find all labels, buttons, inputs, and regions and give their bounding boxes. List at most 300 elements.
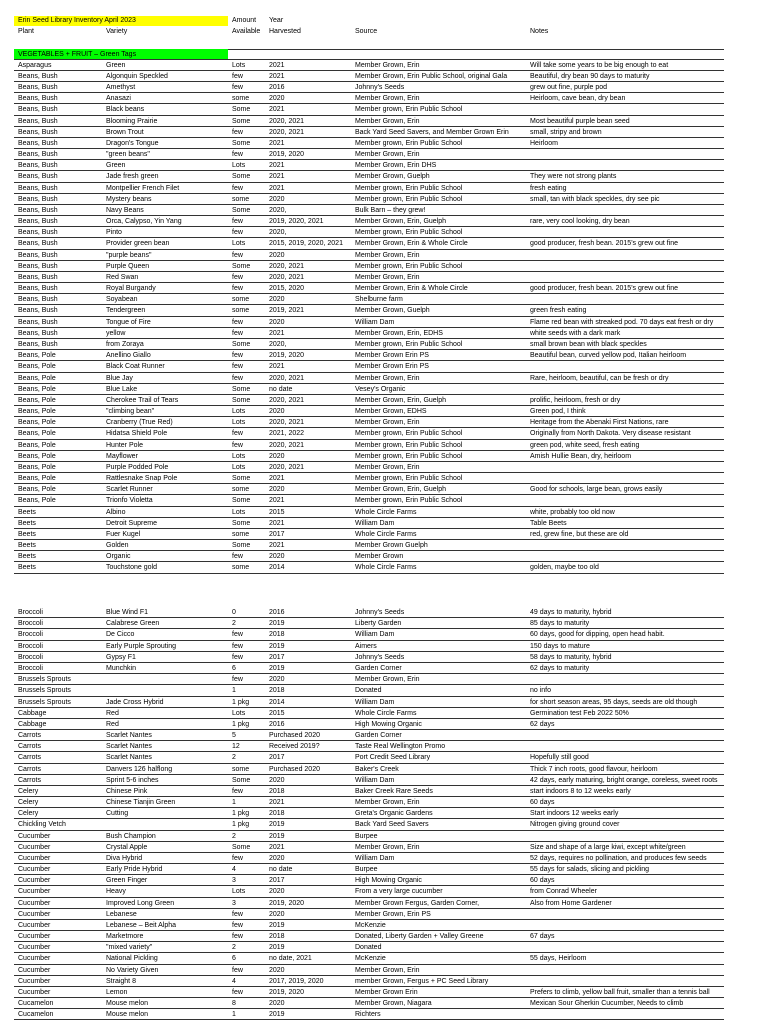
cell-harvested: 2020, 2021 bbox=[269, 262, 305, 270]
cell-plant: Cucumber bbox=[18, 955, 51, 963]
cell-notes: no info bbox=[530, 687, 552, 695]
cell-variety: Scarlet Nantes bbox=[106, 743, 152, 751]
cell-variety: from Zoraya bbox=[106, 340, 144, 348]
cell-source: Member Grown Fergus, Garden Corner, bbox=[355, 899, 480, 907]
cell-source: Vesey's Organic bbox=[355, 385, 406, 393]
cell-plant: Cucumber bbox=[18, 888, 51, 896]
cell-plant: Beets bbox=[18, 553, 36, 561]
cell-notes: Green pod, I think bbox=[530, 408, 586, 416]
cell-variety: "climbing bean" bbox=[106, 408, 155, 416]
cell-source: Member Grown, Erin bbox=[355, 419, 420, 427]
cell-plant: Beans, Bush bbox=[18, 229, 58, 237]
table-row bbox=[0, 719, 768, 730]
cell-available: Some bbox=[232, 340, 251, 348]
cell-source: Member Grown, Erin bbox=[355, 799, 420, 807]
cell-variety: Blooming Prairie bbox=[106, 117, 158, 125]
inventory-sheet bbox=[0, 15, 768, 1020]
cell-available: 2 bbox=[232, 754, 236, 762]
cell-plant: Beans, Bush bbox=[18, 184, 58, 192]
cell-variety: Lebanese – Beit Alpha bbox=[106, 921, 177, 929]
table-row bbox=[0, 373, 768, 384]
table-row bbox=[0, 886, 768, 897]
cell-plant: Broccoli bbox=[18, 642, 43, 650]
cell-source: Member Grown, Erin bbox=[355, 251, 420, 259]
cell-harvested: 2020 bbox=[269, 408, 285, 416]
cell-variety: Mouse melon bbox=[106, 1000, 149, 1008]
cell-notes: good producer, fresh bean. 2015's grew out fine bbox=[530, 240, 679, 248]
cell-plant: Brussels Sprouts bbox=[18, 698, 71, 706]
table-row bbox=[0, 395, 768, 406]
cell-notes: fresh eating bbox=[530, 184, 567, 192]
cell-harvested: 2021 bbox=[269, 329, 285, 337]
cell-plant: Cucumber bbox=[18, 977, 51, 985]
cell-available: Lots bbox=[232, 419, 246, 427]
cell-harvested: 2021 bbox=[269, 799, 285, 807]
table-row bbox=[0, 406, 768, 417]
cell-variety: Red Swan bbox=[106, 273, 139, 281]
cell-plant: Cabbage bbox=[18, 709, 47, 717]
cell-harvested: 2015 bbox=[269, 709, 285, 717]
cell-variety: Chinese Pink bbox=[106, 787, 148, 795]
table-row bbox=[0, 138, 768, 149]
cell-source: Member grown, Erin Public School bbox=[355, 229, 463, 237]
cell-harvested: 2021 bbox=[269, 106, 285, 114]
cell-available: 3 bbox=[232, 899, 236, 907]
cell-notes: Beautiful, dry bean 90 days to maturity bbox=[530, 72, 650, 80]
cell-plant: Beans, Bush bbox=[18, 95, 58, 103]
cell-plant: Beans, Bush bbox=[18, 84, 58, 92]
cell-variety: Mystery beans bbox=[106, 195, 152, 203]
cell-harvested: 2020, 2021 bbox=[269, 419, 305, 427]
cell-plant: Beets bbox=[18, 542, 36, 550]
cell-plant: Beans, Pole bbox=[18, 475, 56, 483]
cell-source: Baker Creek Rare Seeds bbox=[355, 787, 433, 795]
cell-variety: Detroit Supreme bbox=[106, 519, 157, 527]
table-row bbox=[0, 328, 768, 339]
table-row bbox=[0, 205, 768, 216]
cell-available: 1 bbox=[232, 799, 236, 807]
cell-plant: Carrots bbox=[18, 754, 41, 762]
cell-available: Lots bbox=[232, 408, 246, 416]
cell-variety: Lemon bbox=[106, 988, 128, 996]
cell-available: 1 pkg bbox=[232, 698, 250, 706]
cell-source: Garden Corner bbox=[355, 732, 402, 740]
table-row bbox=[0, 652, 768, 663]
cell-notes: 60 days bbox=[530, 877, 555, 885]
cell-source: Member Grown bbox=[355, 553, 404, 561]
cell-harvested: 2019, 2020, 2021 bbox=[269, 218, 324, 226]
cell-available: 4 bbox=[232, 977, 236, 985]
table-row bbox=[0, 305, 768, 316]
cell-variety: Green bbox=[106, 61, 126, 69]
cell-notes: Size and shape of a large kiwi, except white/green bbox=[530, 843, 686, 851]
cell-available: Some bbox=[232, 385, 251, 393]
cell-source: William Dam bbox=[355, 519, 395, 527]
cell-variety: Brown Trout bbox=[106, 128, 144, 136]
cell-harvested: 2021 bbox=[269, 843, 285, 851]
cell-harvested: 2020 bbox=[269, 854, 285, 862]
table-row bbox=[0, 160, 768, 171]
cell-available: few bbox=[232, 151, 243, 159]
cell-available: few bbox=[232, 933, 243, 941]
cell-harvested: 2015, 2019, 2020, 2021 bbox=[269, 240, 343, 248]
cell-notes: Amish Hullie Bean, dry, heirloom bbox=[530, 452, 632, 460]
table-row bbox=[0, 551, 768, 562]
cell-plant: Beans, Pole bbox=[18, 352, 56, 360]
cell-variety: Touchstone gold bbox=[106, 564, 157, 572]
cell-harvested: 2019, 2020 bbox=[269, 151, 305, 159]
table-row bbox=[0, 495, 768, 506]
cell-variety: Amethyst bbox=[106, 84, 136, 92]
cell-plant: Cabbage bbox=[18, 720, 47, 728]
cell-harvested: 2018 bbox=[269, 787, 285, 795]
cell-plant: Cucumber bbox=[18, 921, 51, 929]
cell-variety: Mayflower bbox=[106, 452, 138, 460]
cell-plant: Cucumber bbox=[18, 910, 51, 918]
table-row bbox=[0, 898, 768, 909]
cell-source: Shelburne farm bbox=[355, 296, 403, 304]
cell-source: Member grown, Erin Public School bbox=[355, 452, 463, 460]
cell-notes: Heirloom, cave bean, dry bean bbox=[530, 95, 626, 103]
cell-available: Some bbox=[232, 173, 251, 181]
cell-source: Member Grown, Erin & Whole Circle bbox=[355, 240, 468, 248]
table-row bbox=[0, 674, 768, 685]
cell-source: William Dam bbox=[355, 698, 395, 706]
cell-harvested: 2020 bbox=[269, 966, 285, 974]
cell-variety: Blue Jay bbox=[106, 374, 133, 382]
cell-harvested: 2018 bbox=[269, 631, 285, 639]
cell-notes: 58 days to maturity, hybrid bbox=[530, 653, 612, 661]
cell-harvested: 2015, 2020 bbox=[269, 285, 305, 293]
cell-notes: Mexican Sour Gherkin Cucumber, Needs to climb bbox=[530, 1000, 684, 1008]
cell-available: Lots bbox=[232, 888, 246, 896]
cell-plant: Beans, Bush bbox=[18, 117, 58, 125]
cell-harvested: 2021 bbox=[269, 162, 285, 170]
cell-variety: Golden bbox=[106, 542, 129, 550]
cell-harvested: no date bbox=[269, 385, 293, 393]
cell-harvested: 2019 bbox=[269, 1011, 285, 1019]
cell-available: some bbox=[232, 307, 250, 315]
cell-variety: Munchkin bbox=[106, 664, 136, 672]
table-row bbox=[0, 831, 768, 842]
cell-harvested: 2017 bbox=[269, 653, 285, 661]
cell-source: McKenzie bbox=[355, 921, 386, 929]
cell-variety: Trionfo Violetta bbox=[106, 497, 153, 505]
cell-variety: Provider green bean bbox=[106, 240, 170, 248]
cell-variety: Anasazi bbox=[106, 95, 131, 103]
cell-source: High Mowing Organic bbox=[355, 877, 422, 885]
cell-notes: 62 days bbox=[530, 720, 555, 728]
cell-harvested: 2019 bbox=[269, 664, 285, 672]
cell-available: Some bbox=[232, 776, 251, 784]
table-row bbox=[0, 741, 768, 752]
cell-notes: green pod, white seed, fresh eating bbox=[530, 441, 640, 449]
cell-harvested: 2021 bbox=[269, 363, 285, 371]
cell-source: Member Grown, Guelph bbox=[355, 173, 430, 181]
cell-variety: Danvers 126 halflong bbox=[106, 765, 173, 773]
cell-source: Whole Circle Farms bbox=[355, 709, 417, 717]
cell-harvested: 2020, 2021 bbox=[269, 396, 305, 404]
cell-plant: Cucumber bbox=[18, 832, 51, 840]
cell-source: Member Grown, Erin bbox=[355, 95, 420, 103]
cell-plant: Beans, Pole bbox=[18, 452, 56, 460]
cell-available: few bbox=[232, 966, 243, 974]
cell-notes: 49 days to maturity, hybrid bbox=[530, 609, 612, 617]
cell-variety: Dragon's Tongue bbox=[106, 139, 159, 147]
table-row bbox=[0, 149, 768, 160]
table-row bbox=[0, 428, 768, 439]
cell-plant: Beets bbox=[18, 508, 36, 516]
header-harvested: Harvested bbox=[269, 28, 301, 36]
cell-notes: Thick 7 inch roots, good flavour, heirloom bbox=[530, 765, 658, 773]
cell-plant: Beans, Bush bbox=[18, 285, 58, 293]
cell-available: few bbox=[232, 553, 243, 561]
cell-notes: 52 days, requires no pollination, and produces few seeds bbox=[530, 854, 707, 862]
sheet-title: Erin Seed Library Inventory April 2023 bbox=[18, 17, 136, 24]
cell-harvested: no date, 2021 bbox=[269, 955, 312, 963]
table-row bbox=[0, 909, 768, 920]
cell-notes: Also from Home Gardener bbox=[530, 899, 612, 907]
cell-source: Member Grown, Erin bbox=[355, 843, 420, 851]
table-row bbox=[0, 786, 768, 797]
cell-variety: Black Coat Runner bbox=[106, 363, 165, 371]
cell-available: few bbox=[232, 988, 243, 996]
cell-notes: Will take some years to be big enough to eat bbox=[530, 61, 669, 69]
cell-available: 5 bbox=[232, 732, 236, 740]
cell-available: some bbox=[232, 564, 250, 572]
cell-notes: start indoors 8 to 12 weeks early bbox=[530, 787, 631, 795]
cell-source: Back Yard Seed Savers, and Member Grown Erin bbox=[355, 128, 509, 136]
inventory-group-1 bbox=[0, 60, 768, 574]
cell-harvested: 2020 bbox=[269, 910, 285, 918]
table-row bbox=[0, 987, 768, 998]
cell-plant: Beans, Bush bbox=[18, 162, 58, 170]
cell-notes: white seeds with a dark mark bbox=[530, 329, 621, 337]
cell-source: Aimers bbox=[355, 642, 377, 650]
cell-variety: Early Pride Hybrid bbox=[106, 866, 163, 874]
cell-plant: Cucumber bbox=[18, 866, 51, 874]
cell-variety: Fuer Kugel bbox=[106, 530, 141, 538]
cell-source: Member Grown, Erin, EDHS bbox=[355, 329, 443, 337]
table-row bbox=[0, 272, 768, 283]
cell-variety: Diva Hybrid bbox=[106, 854, 143, 862]
cell-source: Member Grown, Erin bbox=[355, 117, 420, 125]
cell-variety: Rattlesnake Snap Pole bbox=[106, 475, 178, 483]
cell-harvested: 2017, 2019, 2020 bbox=[269, 977, 324, 985]
cell-variety: Royal Burgandy bbox=[106, 285, 156, 293]
cell-source: From a very large cucumber bbox=[355, 888, 443, 896]
cell-harvested: 2019 bbox=[269, 921, 285, 929]
cell-harvested: no date bbox=[269, 866, 293, 874]
cell-source: Member grown, Erin Public School bbox=[355, 262, 463, 270]
table-row bbox=[0, 752, 768, 763]
cell-available: Some bbox=[232, 139, 251, 147]
cell-notes: Beautiful bean, curved yellow pod, Italian heirloom bbox=[530, 352, 687, 360]
cell-plant: Beans, Bush bbox=[18, 195, 58, 203]
table-row bbox=[0, 361, 768, 372]
cell-available: 6 bbox=[232, 955, 236, 963]
table-row bbox=[0, 440, 768, 451]
cell-source: Donated, Liberty Garden + Valley Greene bbox=[355, 933, 484, 941]
cell-source: William Dam bbox=[355, 854, 395, 862]
table-row bbox=[0, 451, 768, 462]
cell-notes: Start indoors 12 weeks early bbox=[530, 810, 619, 818]
cell-harvested: 2021 bbox=[269, 61, 285, 69]
cell-available: few bbox=[232, 787, 243, 795]
cell-source: Johnny's Seeds bbox=[355, 653, 405, 661]
cell-available: Some bbox=[232, 843, 251, 851]
cell-variety: Calabrese Green bbox=[106, 620, 160, 628]
cell-available: some bbox=[232, 486, 250, 494]
cell-plant: Broccoli bbox=[18, 620, 43, 628]
cell-available: Lots bbox=[232, 452, 246, 460]
table-row bbox=[0, 775, 768, 786]
cell-notes: 55 days, Heirloom bbox=[530, 955, 587, 963]
cell-source: Member Grown Erin PS bbox=[355, 363, 429, 371]
cell-variety: Blue Lake bbox=[106, 385, 138, 393]
cell-source: Member Grown, Erin, Guelph bbox=[355, 396, 447, 404]
cell-source: High Mowing Organic bbox=[355, 720, 422, 728]
table-row bbox=[0, 473, 768, 484]
cell-harvested: 2018 bbox=[269, 933, 285, 941]
cell-harvested: 2020, 2021 bbox=[269, 128, 305, 136]
cell-plant: Cucumber bbox=[18, 988, 51, 996]
cell-notes: small, stripy and brown bbox=[530, 128, 602, 136]
cell-plant: Broccoli bbox=[18, 631, 43, 639]
cell-variety: Tendergreen bbox=[106, 307, 146, 315]
cell-harvested: 2021 bbox=[269, 497, 285, 505]
cell-plant: Asparagus bbox=[18, 61, 52, 69]
cell-available: Lots bbox=[232, 508, 246, 516]
cell-notes: 55 days for salads, slicing and pickling bbox=[530, 866, 650, 874]
cell-variety: Crystal Apple bbox=[106, 843, 148, 851]
cell-source: William Dam bbox=[355, 776, 395, 784]
cell-plant: Carrots bbox=[18, 776, 41, 784]
cell-plant: Cucumber bbox=[18, 877, 51, 885]
cell-harvested: 2021 bbox=[269, 542, 285, 550]
cell-harvested: 2020 bbox=[269, 776, 285, 784]
cell-available: 0 bbox=[232, 609, 236, 617]
cell-harvested: 2020 bbox=[269, 95, 285, 103]
table-row bbox=[0, 808, 768, 819]
cell-plant: Beans, Bush bbox=[18, 139, 58, 147]
cell-harvested: 2020, 2021 bbox=[269, 374, 305, 382]
cell-available: 2 bbox=[232, 832, 236, 840]
cell-source: Burpee bbox=[355, 866, 378, 874]
cell-plant: Beans, Pole bbox=[18, 374, 56, 382]
table-row bbox=[0, 853, 768, 864]
cell-source: Member Grown, Erin bbox=[355, 273, 420, 281]
cell-variety: "green beans" bbox=[106, 151, 150, 159]
cell-available: Some bbox=[232, 106, 251, 114]
cell-available: some bbox=[232, 95, 250, 103]
cell-source: Taste Real Wellington Promo bbox=[355, 743, 446, 751]
cell-available: few bbox=[232, 676, 243, 684]
cell-plant: Beans, Bush bbox=[18, 329, 58, 337]
cell-plant: Beans, Pole bbox=[18, 385, 56, 393]
table-row bbox=[0, 384, 768, 395]
table-row bbox=[0, 797, 768, 808]
cell-variety: Bush Champion bbox=[106, 832, 156, 840]
cell-notes: 62 days to maturity bbox=[530, 664, 590, 672]
cell-available: Lots bbox=[232, 240, 246, 248]
cell-plant: Beets bbox=[18, 519, 36, 527]
cell-plant: Broccoli bbox=[18, 653, 43, 661]
cell-notes: Flame red bean with streaked pod. 70 days eat fresh or dry bbox=[530, 318, 714, 326]
cell-variety: Green Finger bbox=[106, 877, 148, 885]
cell-available: Some bbox=[232, 519, 251, 527]
cell-notes: 60 days bbox=[530, 799, 555, 807]
cell-harvested: 2016 bbox=[269, 609, 285, 617]
cell-source: Garden Corner bbox=[355, 664, 402, 672]
cell-plant: Beans, Pole bbox=[18, 408, 56, 416]
cell-source: member Grown, Fergus + PC Seed Library bbox=[355, 977, 489, 985]
table-row bbox=[0, 641, 768, 652]
cell-plant: Beans, Bush bbox=[18, 206, 58, 214]
table-row bbox=[0, 171, 768, 182]
table-row bbox=[0, 864, 768, 875]
table-row bbox=[0, 942, 768, 953]
cell-variety: Tongue of Fire bbox=[106, 318, 151, 326]
cell-source: Member Grown, Erin bbox=[355, 374, 420, 382]
cell-variety: Anellino Giallo bbox=[106, 352, 151, 360]
cell-available: few bbox=[232, 374, 243, 382]
table-row bbox=[0, 227, 768, 238]
cell-notes: Heirloom bbox=[530, 139, 559, 147]
table-row bbox=[0, 116, 768, 127]
cell-available: few bbox=[232, 184, 243, 192]
table-row bbox=[0, 842, 768, 853]
cell-variety: Blue Wind F1 bbox=[106, 609, 149, 617]
table-row bbox=[0, 194, 768, 205]
cell-plant: Beans, Bush bbox=[18, 340, 58, 348]
cell-plant: Brussels Sprouts bbox=[18, 687, 71, 695]
section-row bbox=[0, 49, 768, 60]
cell-available: few bbox=[232, 921, 243, 929]
table-row bbox=[0, 663, 768, 674]
cell-harvested: 2021 bbox=[269, 72, 285, 80]
cell-harvested: 2020, 2021 bbox=[269, 117, 305, 125]
cell-source: Bulk Barn – they grew! bbox=[355, 206, 426, 214]
cell-variety: "mixed variety" bbox=[106, 944, 153, 952]
cell-plant: Cucumber bbox=[18, 933, 51, 941]
cell-variety: Organic bbox=[106, 553, 131, 561]
cell-variety: De Cicco bbox=[106, 631, 135, 639]
cell-plant: Beans, Bush bbox=[18, 307, 58, 315]
cell-available: 1 pkg bbox=[232, 720, 250, 728]
cell-available: few bbox=[232, 631, 243, 639]
cell-source: Member grown, Erin Public School bbox=[355, 340, 463, 348]
table-row bbox=[0, 518, 768, 529]
cell-source: Port Credit Seed Library bbox=[355, 754, 431, 762]
cell-variety: Hidatsa Shield Pole bbox=[106, 430, 168, 438]
table-row bbox=[0, 708, 768, 719]
cell-notes: Table Beets bbox=[530, 519, 567, 527]
cell-source: Johnny's Seeds bbox=[355, 609, 405, 617]
cell-variety: Jade fresh green bbox=[106, 173, 159, 181]
cell-available: few bbox=[232, 285, 243, 293]
cell-variety: Purple Queen bbox=[106, 262, 150, 270]
table-row bbox=[0, 685, 768, 696]
cell-available: few bbox=[232, 653, 243, 661]
cell-source: Member Grown, Erin, Guelph bbox=[355, 486, 447, 494]
cell-source: Member Grown, Erin bbox=[355, 463, 420, 471]
cell-harvested: 2020 bbox=[269, 1000, 285, 1008]
cell-plant: Celery bbox=[18, 787, 39, 795]
cell-notes: Rare, heirloom, beautiful, can be fresh or dry bbox=[530, 374, 669, 382]
cell-notes: 150 days to mature bbox=[530, 642, 590, 650]
cell-harvested: 2019, 2021 bbox=[269, 307, 305, 315]
